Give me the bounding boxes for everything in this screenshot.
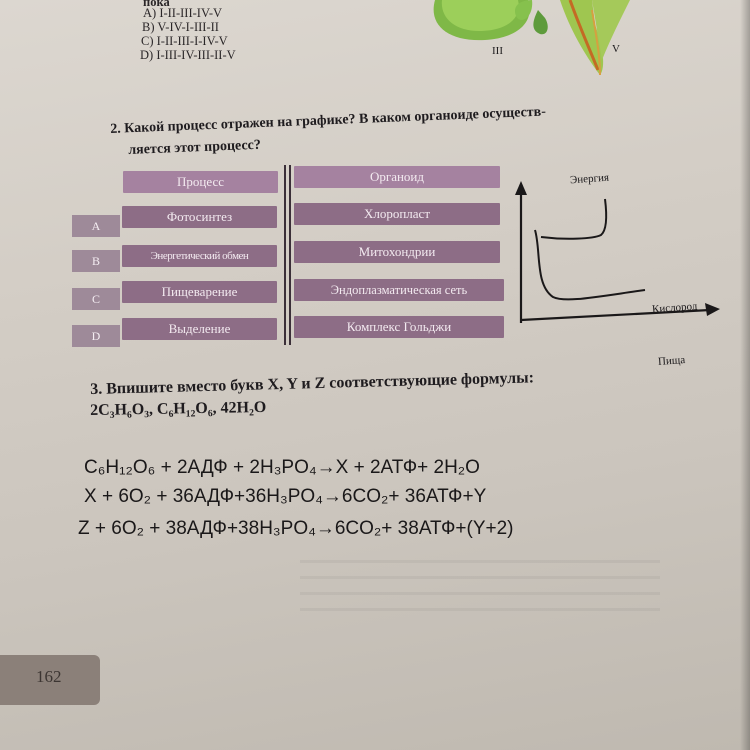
question-3-title: 3. Впишите вместо букв X, Y и Z соответствующие формулы: — [90, 369, 535, 398]
row-label-d: D — [72, 325, 120, 347]
graph-extra-label: Пища — [657, 354, 686, 368]
option-c: C) I-II-III-I-IV-V — [141, 34, 228, 48]
header-organoid: Органоид — [294, 166, 500, 188]
plant-illustration — [420, 0, 680, 85]
process-cell-d: Выделение — [122, 318, 277, 340]
column-separator — [284, 165, 286, 345]
equation-3: Z + 6O₂ + 38АДФ+38H₃PO₄→6CO₂+ 38АТФ+(Y+2) — [78, 518, 514, 539]
row-label-b: B — [72, 250, 120, 272]
process-cell-c: Пищеварение — [122, 281, 277, 303]
organoid-cell-d: Комплекс Гольджи — [294, 316, 504, 338]
partial-text-line: пока — [143, 0, 170, 9]
equation-1: C₆H₁₂O₆ + 2АДФ + 2H₃PO₄→X + 2АТФ+ 2H₂O — [84, 457, 480, 478]
curve-decreasing — [535, 230, 645, 299]
column-separator — [289, 165, 291, 345]
process-cell-a: Фотосинтез — [122, 206, 277, 228]
organoid-cell-b: Митохондрии — [294, 241, 500, 263]
process-cell-b: Энергетический обмен — [122, 245, 277, 267]
figure-label-v: V — [612, 43, 620, 55]
option-b: B) V-IV-I-III-II — [142, 20, 219, 34]
organoid-cell-a: Хлоропласт — [294, 203, 500, 225]
question-2-line2: ляется этот процесс? — [128, 137, 262, 158]
question-3-formulas: 2C₃H₆O₃, C₆H₁₂O₆, 42H₂O — [90, 398, 267, 419]
graph-x-label: Кислород — [651, 300, 698, 316]
row-label-c: C — [72, 288, 120, 310]
graph-y-label: Энергия — [569, 171, 610, 187]
bleed-through-text — [300, 560, 660, 620]
y-axis-arrow-icon — [515, 181, 527, 195]
page-number: 162 — [36, 667, 62, 686]
row-label-a: A — [72, 215, 120, 237]
option-a: A) I-II-III-IV-V — [143, 6, 223, 20]
curve-rising — [541, 199, 606, 239]
option-d: D) I-III-IV-III-II-V — [140, 48, 236, 62]
page-shadow — [740, 0, 750, 750]
header-process: Процесс — [123, 171, 278, 193]
question-2-line1: 2. Какой процесс отражен на графике? В каком органоиде осуществ- — [110, 104, 547, 137]
x-axis-arrow-icon — [705, 303, 720, 316]
equation-2: X + 6O₂ + 36АДФ+36H₃PO₄→6CO₂+ 36АТФ+Y — [84, 486, 487, 507]
organoid-cell-c: Эндоплазматическая сеть — [294, 279, 504, 301]
figure-label-iii: III — [492, 45, 503, 57]
